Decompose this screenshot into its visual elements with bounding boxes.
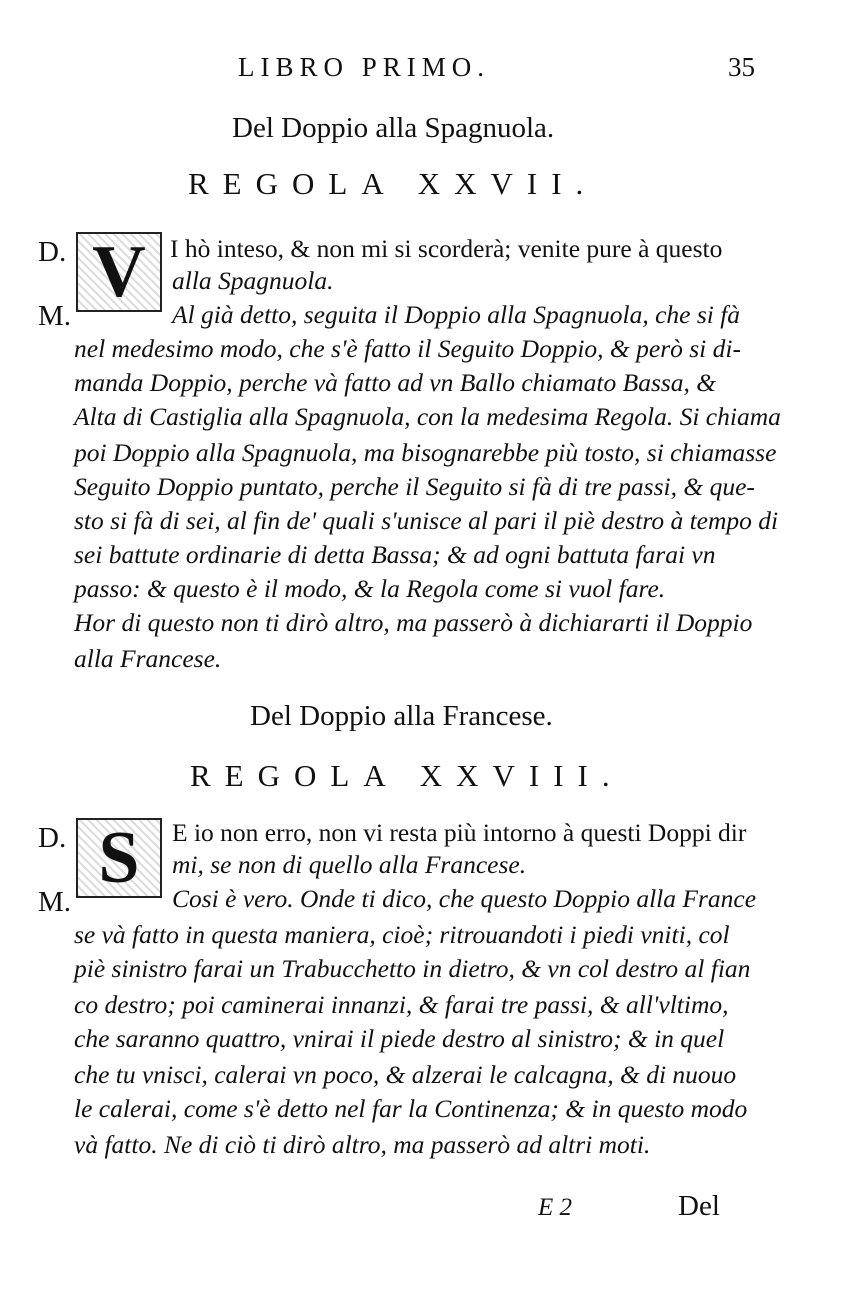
text-line: che tu vnisci, calerai vn poco, & alzerai le calcagna, & di nuouo xyxy=(74,1060,737,1089)
text-line: manda Doppio, perche và fatto ad vn Ballo chiamato Bassa, & xyxy=(74,368,717,397)
text-line: passo: & questo è il modo, & la Regola come si vuol fare. xyxy=(74,574,666,603)
text-line: Alta di Castiglia alla Spagnuola, con la medesima Regola. Si chiama xyxy=(74,402,781,431)
text-line: Seguito Doppio puntato, perche il Seguito si fà di tre passi, & que- xyxy=(74,472,755,501)
speaker-m: M. xyxy=(38,300,72,332)
catchword: Del xyxy=(678,1190,720,1222)
text-line: poi Doppio alla Spagnuola, ma bisognarebbe più tosto, si chiamasse xyxy=(74,438,777,467)
text-line: co destro; poi caminerai innanzi, & farai tre passi, & all'vltimo, xyxy=(74,990,729,1019)
text-line: sto si fà di sei, al fin de' quali s'unisce al pari il piè destro à tempo di xyxy=(74,506,779,535)
text-line: che saranno quattro, vnirai il piede destro al sinistro; & in quel xyxy=(74,1024,725,1053)
text-line: Hor di questo non ti dirò altro, ma passerò à dichiararti il Doppio xyxy=(74,608,753,637)
text-line: E io non erro, non vi resta più intorno à questi Doppi dir xyxy=(172,818,747,847)
text-line: alla Spagnuola. xyxy=(172,266,334,295)
text-line: piè sinistro farai un Trabucchetto in dietro, & vn col destro al fian xyxy=(74,954,751,983)
signature-mark: E 2 xyxy=(538,1194,573,1221)
text-line: nel medesimo modo, che s'è fatto il Seguito Doppio, & però si di- xyxy=(74,334,741,363)
decorated-initial xyxy=(76,818,162,898)
text-line: và fatto. Ne di ciò ti dirò altro, ma passerò ad altri moti. xyxy=(74,1130,651,1159)
decorated-initial xyxy=(76,232,162,312)
text-line: le calerai, come s'è detto nel far la Continenza; & in questo modo xyxy=(74,1094,748,1123)
text-line: se và fatto in questa maniera, cioè; ritrouandoti i piedi vniti, col xyxy=(74,920,730,949)
text-line: I hò inteso, & non mi si scorderà; venite pure à questo xyxy=(170,234,723,263)
text-line: alla Francese. xyxy=(74,644,222,673)
text-line: sei battute ordinarie di detta Bassa; & ad ogni battuta farai vn xyxy=(74,540,716,569)
initial-letter: V xyxy=(92,231,146,313)
section-title-spagnuola: Del Doppio alla Spagnuola. xyxy=(232,112,555,144)
speaker-m: M. xyxy=(38,886,72,918)
rule-heading-xxviii: REGOLA XXVIII. xyxy=(190,758,624,793)
rule-heading-xxvii: REGOLA XXVII. xyxy=(188,166,598,201)
initial-letter: S xyxy=(98,817,140,899)
text-line: mi, se non di quello alla Francese. xyxy=(172,850,527,879)
speaker-d: D. xyxy=(38,236,67,268)
text-line: Cosi è vero. Onde ti dico, che questo Doppio alla France xyxy=(172,884,757,913)
running-head: LIBRO PRIMO. xyxy=(238,52,491,82)
section-title-francese: Del Doppio alla Francese. xyxy=(250,700,553,732)
text-line: Al già detto, seguita il Doppio alla Spagnuola, che si fà xyxy=(172,300,741,329)
speaker-d: D. xyxy=(38,822,67,854)
page-number: 35 xyxy=(728,52,755,82)
